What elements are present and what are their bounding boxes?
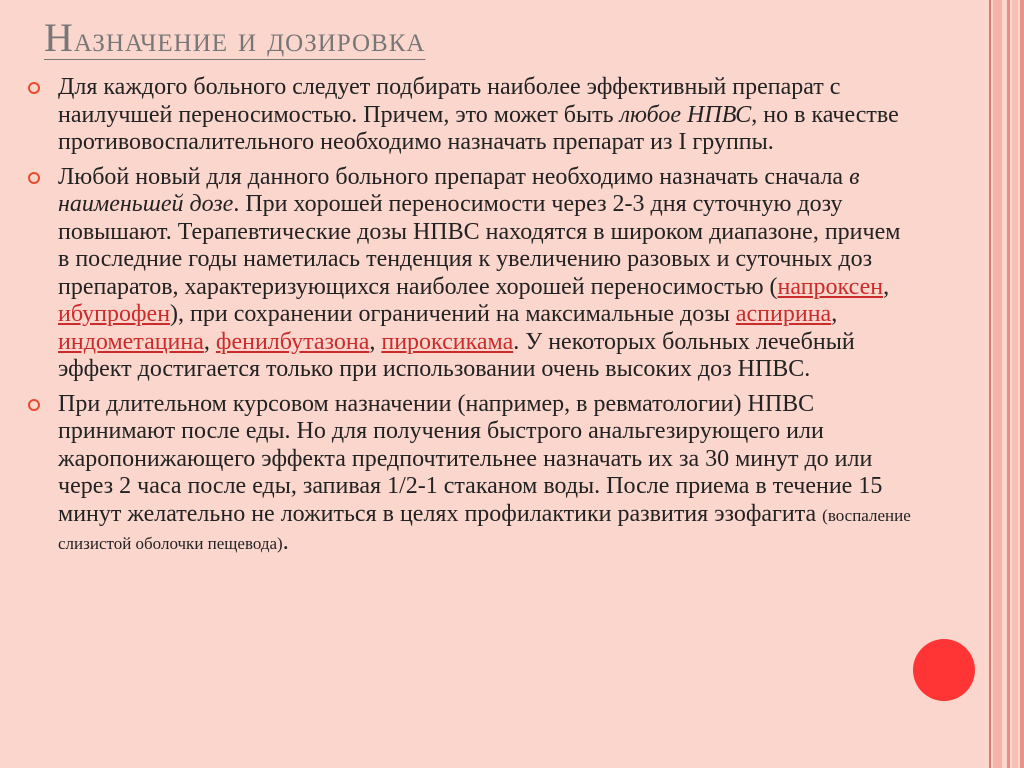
link-aspirin[interactable]: аспирина [735,301,832,327]
link-naproxen[interactable]: напроксен [777,273,884,300]
title-initial: Н [44,15,74,60]
slide-title [44,14,425,61]
stripe [993,0,1002,768]
text: Для каждого больного следует подбирать наиболее эффективный препарат с наилучшей переносимостью. Причем, это может быть [58,74,841,128]
stripe [1020,0,1024,768]
link-piroxicam[interactable]: пироксикама [381,328,514,355]
text: . При хорошей переносимости через 2-3 дня суточную дозу повышают. Терапевтические дозы НПВС находятся в широком диапазоне, причем в последние годы наметилась тенденция к увеличению разовых и суточных доз препаратов, характеризующихся наиболее хорошей переносимостью ( [58,191,901,300]
stripe [989,0,991,768]
bullet-icon [28,399,40,411]
link-phenylbutazone[interactable]: фенилбутазона [215,328,370,355]
emphasis-text: в наименьшей дозе [58,163,860,217]
list-item [26,391,916,558]
separator: , [883,273,890,300]
separator: , [203,328,216,355]
link-indomethacin[interactable]: индометацина [58,328,204,355]
small-note: (воспаление слизистой оболочки пещевода) [58,505,911,553]
text: . У некоторых больных лечебный эффект достигается только при использовании очень высоких доз НПВС. [58,328,855,382]
list-item [26,74,916,157]
text: . [282,529,289,555]
text: , но в качестве противовоспалительного необходимо назначать препарат из I группы. [58,101,899,155]
stripe [1012,0,1018,768]
list-item [26,164,916,384]
text: При длительном курсовом назначении (например, в ревматологии) НПВС принимают после еды. Но для получения быстрого анальгезирующего или жаропонижающего эффекта предпочтительнее назначать их за 30 минут до или через 2 часа после еды, запивая 1/2-1 стаканом воды. После приема в течение 15 минут желательно не ложиться в целях профилактики развития эзофагита [58,390,883,527]
bullet-icon [28,172,40,184]
bullet-list [26,74,916,565]
link-ibuprofen[interactable]: ибупрофен [58,301,171,327]
decorative-circle [913,639,975,701]
separator: , [831,301,838,327]
emphasis-text: любое НПВС [619,101,752,128]
separator: , [369,328,382,355]
bullet-icon [28,82,40,94]
text: ), при сохранении ограничений на максимальные дозы [170,301,736,327]
title-text: азначение и дозировка [73,19,426,59]
text: Любой новый для данного больного препарат необходимо назначать сначала [58,163,850,190]
stripe [1007,0,1010,768]
decorative-stripes [986,0,1024,768]
